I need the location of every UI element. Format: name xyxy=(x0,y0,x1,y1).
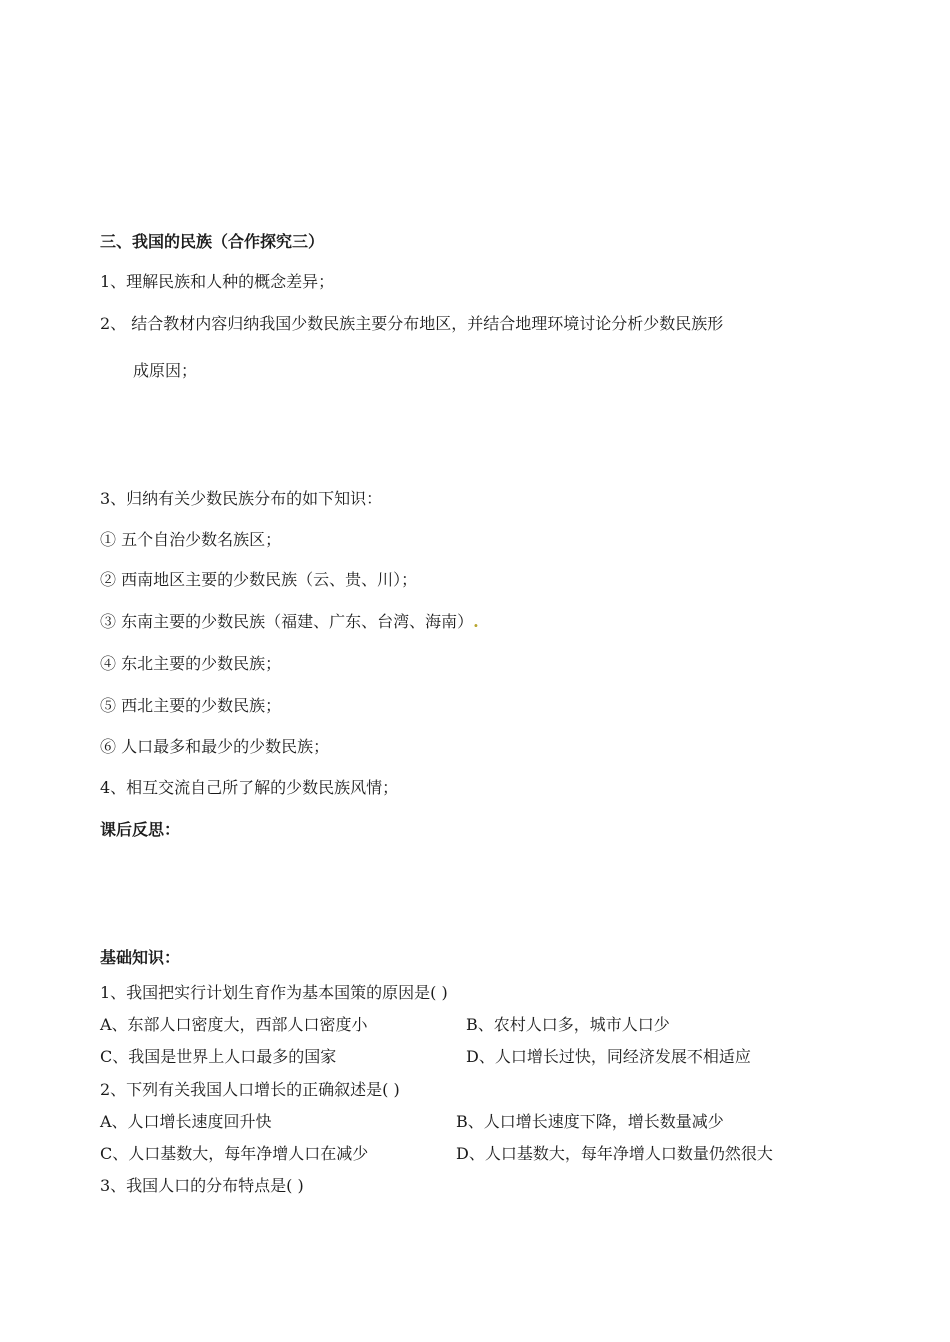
section-3-sub-3-text: ③ 东南主要的少数民族（福建、广东、台湾、海南） xyxy=(100,612,474,631)
section-3-sub-3-dot: . xyxy=(473,612,479,631)
question-2-option-b: B、人口增长速度下降，增长数量减少 xyxy=(456,1112,724,1131)
section-3-title: 三、我国的民族（合作探究三） xyxy=(100,232,325,251)
reflection-title: 课后反思： xyxy=(100,820,181,839)
question-2-option-c: C、人口基数大，每年净增人口在减少 xyxy=(100,1144,369,1163)
section-3-item-1: 1、理解民族和人种的概念差异； xyxy=(100,272,335,291)
question-1-stem: 1、我国把实行计划生育作为基本国策的原因是( ) xyxy=(100,983,448,1002)
question-1-option-d: D、人口增长过快，同经济发展不相适应 xyxy=(466,1047,751,1066)
question-2-option-d: D、人口基数大，每年净增人口数量仍然很大 xyxy=(456,1144,773,1163)
basics-title: 基础知识： xyxy=(100,948,181,967)
section-3-sub-1: ① 五个自治少数名族区； xyxy=(100,530,282,549)
section-3-sub-2: ② 西南地区主要的少数民族（云、贵、川）； xyxy=(100,570,418,589)
question-3-stem: 3、我国人口的分布特点是( ) xyxy=(100,1176,304,1195)
question-1-option-a: A、东部人口密度大，西部人口密度小 xyxy=(100,1015,368,1034)
section-3-sub-3 xyxy=(100,612,479,632)
section-3-item-4: 4、相互交流自己所了解的少数民族风情； xyxy=(100,778,399,797)
question-2-stem: 2、下列有关我国人口增长的正确叙述是( ) xyxy=(100,1080,400,1099)
section-3-item-2-line-2: 成原因； xyxy=(133,361,198,380)
section-3-item-2-line-1: 2、 结合教材内容归纳我国少数民族主要分布地区，并结合地理环境讨论分析少数民族形 xyxy=(100,314,724,333)
section-3-sub-4: ④ 东北主要的少数民族； xyxy=(100,654,282,673)
question-1-option-c: C、我国是世界上人口最多的国家 xyxy=(100,1047,337,1066)
section-3-item-3: 3、归纳有关少数民族分布的如下知识： xyxy=(100,489,383,508)
question-1-option-b: B、农村人口多，城市人口少 xyxy=(466,1015,670,1034)
question-2-option-a: A、人口增长速度回升快 xyxy=(100,1112,272,1131)
section-3-sub-6: ⑥ 人口最多和最少的少数民族； xyxy=(100,737,330,756)
section-3-sub-5: ⑤ 西北主要的少数民族； xyxy=(100,696,282,715)
